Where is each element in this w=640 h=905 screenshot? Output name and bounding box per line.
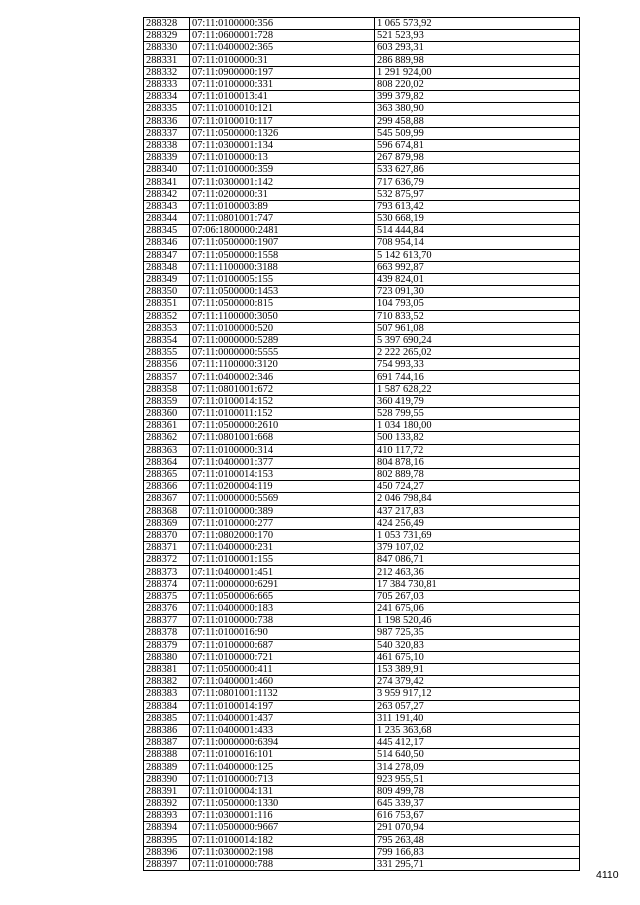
cadastral-number-cell: 07:11:0100000:520 — [190, 322, 375, 334]
cadastral-number-cell: 07:11:0500000:815 — [190, 298, 375, 310]
row-index-cell: 288381 — [144, 663, 190, 675]
table-row — [144, 213, 580, 225]
cadastral-value-cell: 802 889,78 — [375, 468, 580, 480]
cadastral-value-cell: 708 954,14 — [375, 237, 580, 249]
table-row — [144, 761, 580, 773]
table-row — [144, 822, 580, 834]
cadastral-number-cell: 07:11:0100000:13 — [190, 152, 375, 164]
table-row — [144, 810, 580, 822]
cadastral-number-cell: 07:11:0100003:89 — [190, 200, 375, 212]
cadastral-number-cell: 07:11:0000000:5569 — [190, 493, 375, 505]
cadastral-number-cell: 07:11:0801001:1132 — [190, 688, 375, 700]
table-row — [144, 493, 580, 505]
row-index-cell: 288373 — [144, 566, 190, 578]
cadastral-number-cell: 07:11:0100000:788 — [190, 858, 375, 870]
cadastral-value-cell: 153 389,91 — [375, 663, 580, 675]
cadastral-value-cell: 104 793,05 — [375, 298, 580, 310]
row-index-cell: 288329 — [144, 30, 190, 42]
row-index-cell: 288336 — [144, 115, 190, 127]
table-row — [144, 408, 580, 420]
cadastral-number-cell: 07:11:0000000:5555 — [190, 347, 375, 359]
row-index-cell: 288377 — [144, 615, 190, 627]
row-index-cell: 288376 — [144, 603, 190, 615]
cadastral-number-cell: 07:11:0100014:152 — [190, 395, 375, 407]
cadastral-number-cell: 07:11:0100000:331 — [190, 78, 375, 90]
cadastral-number-cell: 07:11:0100000:713 — [190, 773, 375, 785]
cadastral-number-cell: 07:11:0802000:170 — [190, 529, 375, 541]
table-row — [144, 30, 580, 42]
row-index-cell: 288391 — [144, 785, 190, 797]
row-index-cell: 288344 — [144, 213, 190, 225]
cadastral-value-cell: 410 117,72 — [375, 444, 580, 456]
cadastral-value-cell: 545 509,99 — [375, 127, 580, 139]
cadastral-value-cell: 847 086,71 — [375, 554, 580, 566]
row-index-cell: 288345 — [144, 225, 190, 237]
row-index-cell: 288354 — [144, 334, 190, 346]
table-row — [144, 359, 580, 371]
row-index-cell: 288383 — [144, 688, 190, 700]
cadastral-value-cell: 530 668,19 — [375, 213, 580, 225]
table-row — [144, 237, 580, 249]
cadastral-number-cell: 07:11:0100000:277 — [190, 517, 375, 529]
row-index-cell: 288357 — [144, 371, 190, 383]
cadastral-number-cell: 07:11:0500000:1453 — [190, 286, 375, 298]
cadastral-number-cell: 07:11:0500000:2610 — [190, 420, 375, 432]
cadastral-number-cell: 07:11:0400000:231 — [190, 542, 375, 554]
row-index-cell: 288389 — [144, 761, 190, 773]
cadastral-value-cell: 804 878,16 — [375, 456, 580, 468]
cadastral-value-cell: 521 523,93 — [375, 30, 580, 42]
row-index-cell: 288356 — [144, 359, 190, 371]
table-row — [144, 651, 580, 663]
cadastral-value-cell: 5 397 690,24 — [375, 334, 580, 346]
cadastral-value-cell: 437 217,83 — [375, 505, 580, 517]
row-index-cell: 288366 — [144, 481, 190, 493]
row-index-cell: 288360 — [144, 408, 190, 420]
row-index-cell: 288335 — [144, 103, 190, 115]
cadastral-number-cell: 07:11:0801001:672 — [190, 383, 375, 395]
table-row — [144, 834, 580, 846]
cadastral-number-cell: 07:11:0100010:117 — [190, 115, 375, 127]
row-index-cell: 288392 — [144, 798, 190, 810]
cadastral-value-cell: 987 725,35 — [375, 627, 580, 639]
table-row — [144, 603, 580, 615]
row-index-cell: 288362 — [144, 432, 190, 444]
cadastral-value-cell: 514 444,84 — [375, 225, 580, 237]
cadastral-number-cell: 07:11:0100014:197 — [190, 700, 375, 712]
cadastral-number-cell: 07:11:0400001:437 — [190, 712, 375, 724]
row-index-cell: 288364 — [144, 456, 190, 468]
cadastral-value-cell: 379 107,02 — [375, 542, 580, 554]
table-row — [144, 383, 580, 395]
cadastral-value-cell: 461 675,10 — [375, 651, 580, 663]
cadastral-value-cell: 616 753,67 — [375, 810, 580, 822]
cadastral-number-cell: 07:11:0000000:6291 — [190, 578, 375, 590]
cadastral-number-cell: 07:11:0500000:1326 — [190, 127, 375, 139]
row-index-cell: 288333 — [144, 78, 190, 90]
cadastral-value-cell: 809 499,78 — [375, 785, 580, 797]
row-index-cell: 288395 — [144, 834, 190, 846]
cadastral-number-cell: 07:11:0900000:197 — [190, 66, 375, 78]
table-row — [144, 273, 580, 285]
table-row — [144, 225, 580, 237]
cadastral-value-cell: 603 293,31 — [375, 42, 580, 54]
row-index-cell: 288369 — [144, 517, 190, 529]
table-row — [144, 371, 580, 383]
cadastral-value-cell: 363 380,90 — [375, 103, 580, 115]
table-row — [144, 724, 580, 736]
cadastral-number-cell: 07:11:0100000:314 — [190, 444, 375, 456]
table-row — [144, 261, 580, 273]
row-index-cell: 288359 — [144, 395, 190, 407]
cadastral-value-cell: 795 263,48 — [375, 834, 580, 846]
cadastral-number-cell: 07:11:0400000:183 — [190, 603, 375, 615]
cadastral-value-cell: 263 057,27 — [375, 700, 580, 712]
row-index-cell: 288361 — [144, 420, 190, 432]
row-index-cell: 288372 — [144, 554, 190, 566]
cadastral-number-cell: 07:11:0400002:346 — [190, 371, 375, 383]
row-index-cell: 288396 — [144, 846, 190, 858]
table-body — [144, 18, 580, 871]
table-row — [144, 846, 580, 858]
cadastral-value-cell: 1 198 520,46 — [375, 615, 580, 627]
row-index-cell: 288341 — [144, 176, 190, 188]
cadastral-value-cell: 2 222 265,02 — [375, 347, 580, 359]
table-row — [144, 66, 580, 78]
table-row — [144, 347, 580, 359]
cadastral-value-cell: 241 675,06 — [375, 603, 580, 615]
cadastral-value-cell: 793 613,42 — [375, 200, 580, 212]
cadastral-value-cell: 314 278,09 — [375, 761, 580, 773]
row-index-cell: 288348 — [144, 261, 190, 273]
cadastral-number-cell: 07:11:0100014:153 — [190, 468, 375, 480]
row-index-cell: 288387 — [144, 737, 190, 749]
table-row — [144, 615, 580, 627]
table-row — [144, 188, 580, 200]
row-index-cell: 288331 — [144, 54, 190, 66]
table-row — [144, 395, 580, 407]
cadastral-number-cell: 07:11:0100000:356 — [190, 18, 375, 30]
table-row — [144, 152, 580, 164]
row-index-cell: 288355 — [144, 347, 190, 359]
row-index-cell: 288397 — [144, 858, 190, 870]
cadastral-value-cell: 754 993,33 — [375, 359, 580, 371]
cadastral-value-cell: 450 724,27 — [375, 481, 580, 493]
cadastral-value-cell: 500 133,82 — [375, 432, 580, 444]
cadastral-value-cell: 645 339,37 — [375, 798, 580, 810]
cadastral-number-cell: 07:11:0300001:116 — [190, 810, 375, 822]
table-row — [144, 456, 580, 468]
cadastral-number-cell: 07:11:0100011:152 — [190, 408, 375, 420]
cadastral-value-cell: 533 627,86 — [375, 164, 580, 176]
cadastral-value-cell: 1 053 731,69 — [375, 529, 580, 541]
row-index-cell: 288339 — [144, 152, 190, 164]
row-index-cell: 288375 — [144, 590, 190, 602]
table-row — [144, 590, 580, 602]
cadastral-value-cell: 311 191,40 — [375, 712, 580, 724]
table-row — [144, 322, 580, 334]
table-row — [144, 785, 580, 797]
table-row — [144, 749, 580, 761]
cadastral-value-cell: 2 046 798,84 — [375, 493, 580, 505]
table-row — [144, 700, 580, 712]
cadastral-value-cell: 663 992,87 — [375, 261, 580, 273]
row-index-cell: 288350 — [144, 286, 190, 298]
cadastral-number-cell: 07:11:0100000:721 — [190, 651, 375, 663]
cadastral-value-cell: 717 636,79 — [375, 176, 580, 188]
cadastral-value-cell: 799 166,83 — [375, 846, 580, 858]
table-row — [144, 737, 580, 749]
cadastral-number-cell: 07:11:0200000:31 — [190, 188, 375, 200]
row-index-cell: 288338 — [144, 139, 190, 151]
cadastral-value-cell: 540 320,83 — [375, 639, 580, 651]
cadastral-number-cell: 07:11:0400001:433 — [190, 724, 375, 736]
row-index-cell: 288328 — [144, 18, 190, 30]
row-index-cell: 288346 — [144, 237, 190, 249]
cadastral-value-table — [143, 17, 580, 871]
row-index-cell: 288365 — [144, 468, 190, 480]
table-row — [144, 298, 580, 310]
table-row — [144, 468, 580, 480]
cadastral-value-cell: 267 879,98 — [375, 152, 580, 164]
cadastral-value-cell: 3 959 917,12 — [375, 688, 580, 700]
cadastral-value-cell: 286 889,98 — [375, 54, 580, 66]
cadastral-value-cell: 299 458,88 — [375, 115, 580, 127]
row-index-cell: 288368 — [144, 505, 190, 517]
cadastral-number-cell: 07:11:0100014:182 — [190, 834, 375, 846]
cadastral-number-cell: 07:11:0801001:747 — [190, 213, 375, 225]
cadastral-number-cell: 07:11:0300002:198 — [190, 846, 375, 858]
cadastral-number-cell: 07:11:0500000:411 — [190, 663, 375, 675]
table-row — [144, 712, 580, 724]
row-index-cell: 288393 — [144, 810, 190, 822]
table-row — [144, 481, 580, 493]
cadastral-number-cell: 07:11:0100010:121 — [190, 103, 375, 115]
cadastral-value-cell: 808 220,02 — [375, 78, 580, 90]
cadastral-number-cell: 07:11:0100004:131 — [190, 785, 375, 797]
row-index-cell: 288337 — [144, 127, 190, 139]
table-row — [144, 249, 580, 261]
row-index-cell: 288352 — [144, 310, 190, 322]
table-row — [144, 773, 580, 785]
table-row — [144, 42, 580, 54]
row-index-cell: 288390 — [144, 773, 190, 785]
table-row — [144, 78, 580, 90]
row-index-cell: 288371 — [144, 542, 190, 554]
cadastral-number-cell: 07:11:0300001:142 — [190, 176, 375, 188]
table-row — [144, 639, 580, 651]
row-index-cell: 288386 — [144, 724, 190, 736]
cadastral-value-cell: 532 875,97 — [375, 188, 580, 200]
cadastral-number-cell: 07:11:0100000:687 — [190, 639, 375, 651]
row-index-cell: 288353 — [144, 322, 190, 334]
table-row — [144, 310, 580, 322]
table-row — [144, 334, 580, 346]
table-row — [144, 676, 580, 688]
cadastral-value-cell: 596 674,81 — [375, 139, 580, 151]
table-row — [144, 542, 580, 554]
row-index-cell: 288379 — [144, 639, 190, 651]
row-index-cell: 288332 — [144, 66, 190, 78]
row-index-cell: 288378 — [144, 627, 190, 639]
row-index-cell: 288370 — [144, 529, 190, 541]
row-index-cell: 288363 — [144, 444, 190, 456]
cadastral-number-cell: 07:11:1100000:3188 — [190, 261, 375, 273]
cadastral-number-cell: 07:11:0100000:738 — [190, 615, 375, 627]
cadastral-number-cell: 07:11:0400001:460 — [190, 676, 375, 688]
table-row — [144, 578, 580, 590]
table-row — [144, 517, 580, 529]
cadastral-number-cell: 07:11:0200004:119 — [190, 481, 375, 493]
table-row — [144, 286, 580, 298]
page-number: 4110 — [596, 869, 619, 881]
table-row — [144, 54, 580, 66]
cadastral-value-cell: 17 384 730,81 — [375, 578, 580, 590]
cadastral-value-cell: 723 091,30 — [375, 286, 580, 298]
cadastral-number-cell: 07:11:0500006:665 — [190, 590, 375, 602]
cadastral-value-cell: 514 640,50 — [375, 749, 580, 761]
table-row — [144, 176, 580, 188]
row-index-cell: 288388 — [144, 749, 190, 761]
cadastral-number-cell: 07:11:1100000:3120 — [190, 359, 375, 371]
cadastral-value-cell: 1 065 573,92 — [375, 18, 580, 30]
cadastral-number-cell: 07:11:0400001:451 — [190, 566, 375, 578]
cadastral-value-cell: 445 412,17 — [375, 737, 580, 749]
cadastral-value-cell: 399 379,82 — [375, 91, 580, 103]
cadastral-number-cell: 07:11:0000000:5289 — [190, 334, 375, 346]
cadastral-number-cell: 07:11:0500000:1558 — [190, 249, 375, 261]
cadastral-value-cell: 1 034 180,00 — [375, 420, 580, 432]
cadastral-number-cell: 07:06:1800000:2481 — [190, 225, 375, 237]
table-row — [144, 627, 580, 639]
cadastral-number-cell: 07:11:0000000:6394 — [190, 737, 375, 749]
cadastral-number-cell: 07:11:1100000:3050 — [190, 310, 375, 322]
cadastral-number-cell: 07:11:0400001:377 — [190, 456, 375, 468]
row-index-cell: 288330 — [144, 42, 190, 54]
table-row — [144, 432, 580, 444]
cadastral-value-cell: 5 142 613,70 — [375, 249, 580, 261]
row-index-cell: 288394 — [144, 822, 190, 834]
table-row — [144, 858, 580, 870]
cadastral-number-cell: 07:11:0400002:365 — [190, 42, 375, 54]
row-index-cell: 288358 — [144, 383, 190, 395]
cadastral-value-cell: 331 295,71 — [375, 858, 580, 870]
cadastral-number-cell: 07:11:0400000:125 — [190, 761, 375, 773]
table-row — [144, 164, 580, 176]
cadastral-value-cell: 691 744,16 — [375, 371, 580, 383]
table-row — [144, 688, 580, 700]
row-index-cell: 288343 — [144, 200, 190, 212]
row-index-cell: 288384 — [144, 700, 190, 712]
cadastral-number-cell: 07:11:0100000:359 — [190, 164, 375, 176]
cadastral-number-cell: 07:11:0500000:1330 — [190, 798, 375, 810]
row-index-cell: 288334 — [144, 91, 190, 103]
cadastral-value-cell: 360 419,79 — [375, 395, 580, 407]
cadastral-value-cell: 1 587 628,22 — [375, 383, 580, 395]
cadastral-number-cell: 07:11:0100000:389 — [190, 505, 375, 517]
table-row — [144, 91, 580, 103]
cadastral-number-cell: 07:11:0500000:9667 — [190, 822, 375, 834]
table-row — [144, 18, 580, 30]
table-row — [144, 139, 580, 151]
table-row — [144, 127, 580, 139]
cadastral-value-cell: 528 799,55 — [375, 408, 580, 420]
cadastral-value-cell: 1 291 924,00 — [375, 66, 580, 78]
table-row — [144, 554, 580, 566]
cadastral-number-cell: 07:11:0100001:155 — [190, 554, 375, 566]
row-index-cell: 288385 — [144, 712, 190, 724]
cadastral-number-cell: 07:11:0100005:155 — [190, 273, 375, 285]
cadastral-value-cell: 1 235 363,68 — [375, 724, 580, 736]
row-index-cell: 288340 — [144, 164, 190, 176]
cadastral-value-cell: 439 824,01 — [375, 273, 580, 285]
row-index-cell: 288351 — [144, 298, 190, 310]
cadastral-number-cell: 07:11:0500000:1907 — [190, 237, 375, 249]
cadastral-value-cell: 212 463,36 — [375, 566, 580, 578]
table-row — [144, 505, 580, 517]
row-index-cell: 288367 — [144, 493, 190, 505]
row-index-cell: 288349 — [144, 273, 190, 285]
table-row — [144, 798, 580, 810]
cadastral-value-cell: 424 256,49 — [375, 517, 580, 529]
cadastral-number-cell: 07:11:0801001:668 — [190, 432, 375, 444]
cadastral-number-cell: 07:11:0100013:41 — [190, 91, 375, 103]
cadastral-value-cell: 710 833,52 — [375, 310, 580, 322]
cadastral-number-cell: 07:11:0100016:90 — [190, 627, 375, 639]
table-row — [144, 103, 580, 115]
cadastral-value-cell: 291 070,94 — [375, 822, 580, 834]
row-index-cell: 288347 — [144, 249, 190, 261]
table-row — [144, 444, 580, 456]
table-row — [144, 663, 580, 675]
table-row — [144, 115, 580, 127]
cadastral-value-cell: 274 379,42 — [375, 676, 580, 688]
cadastral-number-cell: 07:11:0300001:134 — [190, 139, 375, 151]
table-row — [144, 529, 580, 541]
row-index-cell: 288342 — [144, 188, 190, 200]
table-row — [144, 420, 580, 432]
row-index-cell: 288382 — [144, 676, 190, 688]
cadastral-number-cell: 07:11:0600001:728 — [190, 30, 375, 42]
table-row — [144, 200, 580, 212]
row-index-cell: 288374 — [144, 578, 190, 590]
row-index-cell: 288380 — [144, 651, 190, 663]
cadastral-number-cell: 07:11:0100000:31 — [190, 54, 375, 66]
cadastral-value-cell: 923 955,51 — [375, 773, 580, 785]
cadastral-number-cell: 07:11:0100016:101 — [190, 749, 375, 761]
cadastral-value-cell: 705 267,03 — [375, 590, 580, 602]
table-row — [144, 566, 580, 578]
cadastral-value-cell: 507 961,08 — [375, 322, 580, 334]
